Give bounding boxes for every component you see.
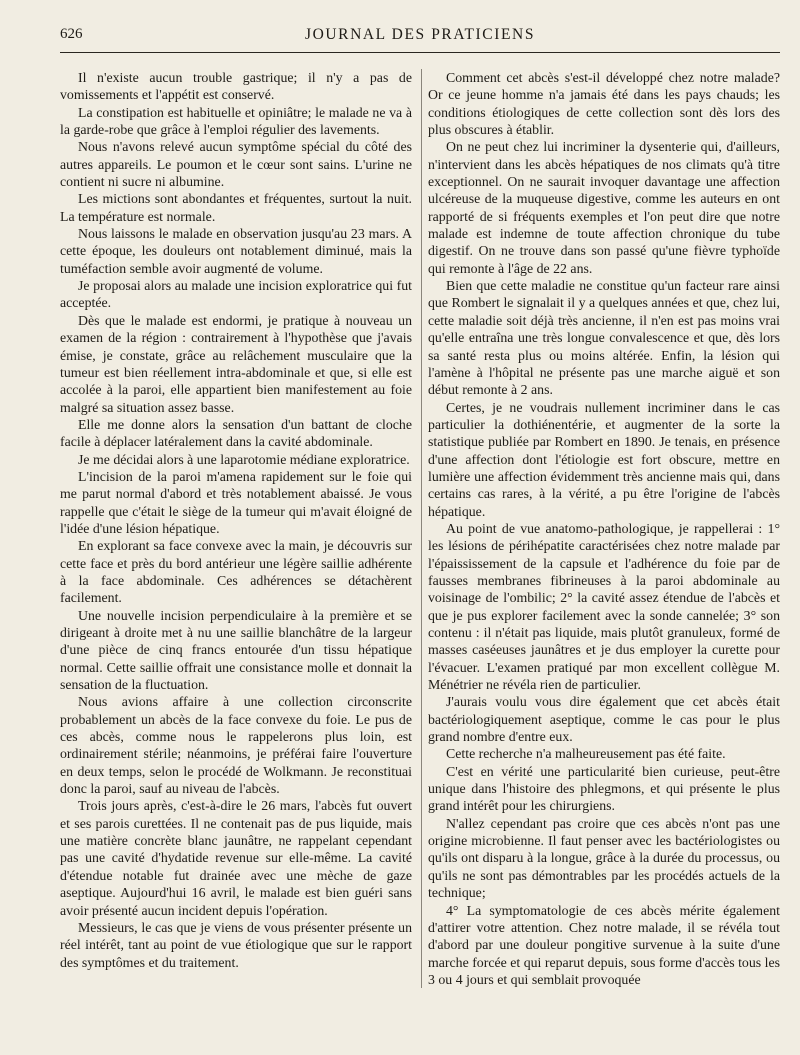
page-header <box>60 26 780 53</box>
paragraph: En explorant sa face convexe avec la main, je découvris sur cette face et près du bord antérieur une légère saillie adhérente à la face abdominale. Ces adhérences se détachèrent facilement. <box>60 538 412 606</box>
paragraph: Je me décidai alors à une laparotomie médiane exploratrice. <box>78 451 410 467</box>
paragraph: Au point de vue anatomo-pathologique, je rappellerai : 1° les lésions de périhépatite caractérisées chez notre malade par l'épaississement de la capsule et l'adhérence du foie par de fausses membranes fibrineuses à la paroi abdominale au voisinage de l'ombilic; 2° la cavité assez étendue de l'abcès et que je pus explorer facilement avec la sonde cannelée; 3° son contenu : il n'était pas liquide, mais plutôt granuleux, formé de masses caséeuses jaunâtres et je dus employer la curette pour l'évacuer. L'examen pratiqué par mon excellent collègue M. Ménétrier ne révéla rien de particulier. <box>428 520 780 693</box>
text-columns <box>60 69 780 988</box>
paragraph: La constipation est habituelle et opiniâtre; le malade ne va à la garde-robe que grâce à l'emploi régulier des lavements. <box>60 104 412 138</box>
paragraph: Une nouvelle incision perpendiculaire à la première et se dirigeant à droite met à nu une saillie blanchâtre de la largeur d'une pièce de cinq francs entourée d'un tissu hépatique normal. Cette saillie offrait une consistance molle et donnait la sensation de la fluctuation. <box>60 607 412 693</box>
paragraph: Messieurs, le cas que je viens de vous présenter présente un réel intérêt, tant au point de vue étiologique que sur le rapport des symptômes et du traitement. <box>60 919 412 970</box>
paragraph: Les mictions sont abondantes et fréquentes, surtout la nuit. La température est normale. <box>60 191 412 224</box>
left-column <box>60 69 412 988</box>
page-number: 626 <box>60 26 83 42</box>
paragraph: Elle me donne alors la sensation d'un battant de cloche facile à déplacer latéralement dans la cavité abdominale. <box>60 416 412 450</box>
paragraph: Certes, je ne voudrais nullement incriminer dans le cas particulier la dothiénentérie, et augmenter de la sorte la statistique publiée par Rombert en 1890. Je tenais, en présence d'une affection dont l'étiologie est fort obscure, mettre en lumière une affection évidemment très ancienne mais qui, dans certains cas rares, à la vérité, a pu être l'origine de l'abcès hépatique. <box>428 399 780 519</box>
paragraph: Trois jours après, c'est-à-dire le 26 mars, l'abcès fut ouvert et ses parois curettées. Il ne contenait pas de pus liquide, mais une matière concrète blanc jaunâtre, ne rappelant cependant pas une cavité d'hydatide revenue sur elle-même. La cavité d'étendue notable fut drainée avec une mèche de gaze aseptique. Aujourd'hui 16 avril, le malade est bien guéri sans avoir présenté aucun incident depuis l'opération. <box>60 798 412 918</box>
paragraph: On ne peut chez lui incriminer la dysenterie qui, d'ailleurs, n'intervient dans les abcès hépatiques de nos climats qu'à titre exceptionnel. On ne saurait invoquer davantage une affection ulcéreuse de la muqueuse digestive, comme les auteurs en ont rapporté de si fréquents exemples et l'on peut dire que notre malade est indemne de toute affection chronique du tube digestif. On ne trouve dans son passé qu'une fièvre typhoïde qui remonte à l'âge de 22 ans. <box>428 139 780 276</box>
paragraph: Nous avions affaire à une collection circonscrite probablement un abcès de la face convexe du foie. Le pus de ces abcès, comme nous le rappelerons plus loin, est ordinairement stérile; néanmoins, je préférai faire l'ouverture en deux temps, selon le procédé de Wolkmann. Je reconstituai donc la paroi, sauf au niveau de l'abcès. <box>60 694 412 797</box>
paragraph: Comment cet abcès s'est-il développé chez notre malade? Or ce jeune homme n'a jamais été dans les pays chauds; les conditions étiologiques de cette collection sont dès lors des plus obscures à établir. <box>428 70 780 138</box>
paragraph: Bien que cette maladie ne constitue qu'un facteur rare ainsi que Rombert le signalait il y a quelques années et que, chez lui, cette maladie soit déjà très ancienne, il n'en est pas moins vrai qu'elle entraîna une très longue convalescence et que, dès lors sa santé resta plus ou moins altérée. Enfin, la lésion qui l'amène à l'hôpital ne présente pas une marche aiguë et son début remonte à 2 ans. <box>428 278 780 398</box>
paragraph: N'allez cependant pas croire que ces abcès n'ont pas une origine microbienne. Il faut penser avec les bactériologistes ou qu'ils ont disparu à la longue, grâce à la durée du processus, ou qu'ils ne sont pas démontrables par les procédés actuels de la technique; <box>428 815 780 901</box>
paragraph: Cette recherche n'a malheureusement pas été faite. <box>446 746 726 762</box>
paragraph: Nous laissons le malade en observation jusqu'au 23 mars. A cette époque, les douleurs ont notablement diminué, mais la tuméfaction semble avoir augmenté de volume. <box>60 226 412 276</box>
paragraph: Il n'existe aucun trouble gastrique; il n'y a pas de vomissements et l'appétit est conservé. <box>60 70 412 103</box>
paragraph: L'incision de la paroi m'amena rapidement sur le foie qui me parut normal d'abord et très notablement abaissé. Je vous rappelle que c'était le siège de la tumeur qui m'avait éloigné de l'idée d'une lésion hépatique. <box>60 468 412 536</box>
paragraph: Nous n'avons relevé aucun symptôme spécial du côté des autres appareils. Le poumon et le cœur sont sains. L'urine ne contient ni sucre ni albumine. <box>60 139 412 190</box>
paragraph: 4° La symptomatologie de ces abcès mérite également d'attirer votre attention. Chez notre malade, il se révéla tout d'abord par une douleur pongitive survenue à la suite d'une marche forcée et qui reparut depuis, sous forme d'accès tous les 3 ou 4 jours et qui semblait provoquée <box>428 902 780 987</box>
paragraph: Dès que le malade est endormi, je pratique à nouveau un examen de la région : contrairement à l'hypothèse que j'avais émise, je constate, grâce au relâchement musculaire que la tumeur est bien réellement intra-abdominale et que, si elle est accolée à la paroi, elle appartient bien manifestement au foie malgré sa situation assez basse. <box>60 312 412 415</box>
running-title: JOURNAL DES PRATICIENS <box>304 26 536 43</box>
paragraph: C'est en vérité une particularité bien curieuse, peut-être unique dans l'histoire des phlegmons, et qui présente le plus grand intérêt pour les chirurgiens. <box>428 763 780 814</box>
paragraph: Je proposai alors au malade une incision exploratrice qui fut acceptée. <box>60 278 412 311</box>
paragraph: J'aurais voulu vous dire également que cet abcès était bactériologiquement aseptique, comme le cas pour le plus grand nombre d'entre eux. <box>428 694 780 745</box>
right-column <box>421 69 780 988</box>
